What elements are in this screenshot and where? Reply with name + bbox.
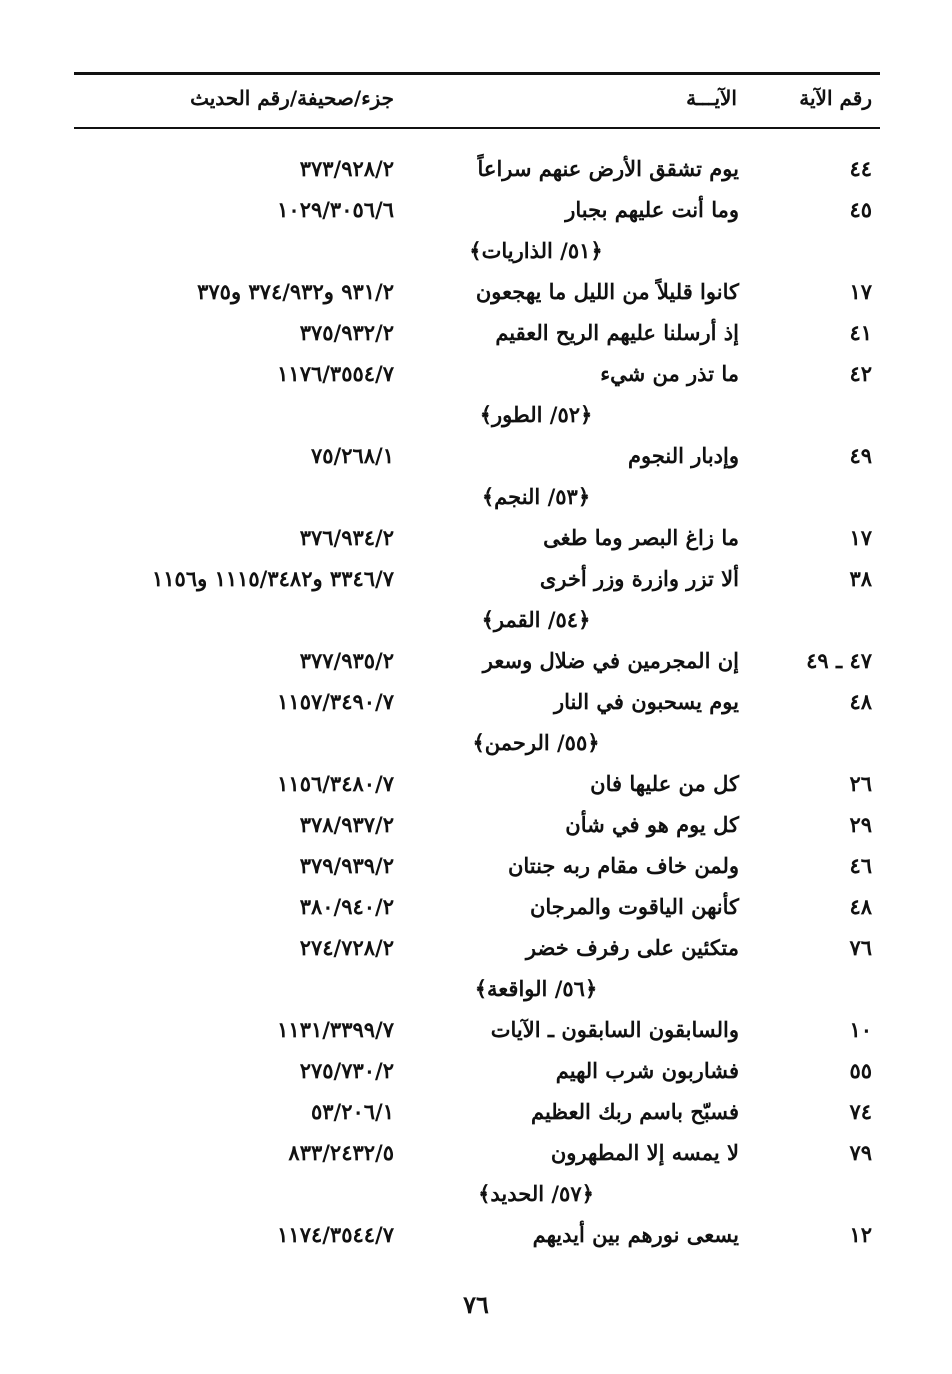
surah-title: ﴿٥٧/ الحديد﴾ bbox=[478, 1181, 594, 1206]
verse-text: وإدبار النجوم bbox=[628, 443, 739, 468]
table-row bbox=[0, 152, 952, 193]
index-table bbox=[0, 152, 952, 1259]
hadith-reference: ١١٧٤/٣٥٤٤/٧ bbox=[277, 1222, 394, 1247]
verse-text: فشاربون شرب الهيم bbox=[555, 1058, 739, 1083]
hadith-reference: ١١٣١/٣٣٩٩/٧ bbox=[277, 1017, 394, 1042]
hadith-reference: ٣٧٨/٩٣٧/٢ bbox=[299, 812, 394, 837]
verse-text: والسابقون السابقون ـ الآيات bbox=[490, 1017, 739, 1042]
hadith-reference: ٧٥/٢٦٨/١ bbox=[310, 443, 394, 468]
top-rule bbox=[74, 72, 880, 75]
verse-text: فسبّح باسم ربك العظيم bbox=[530, 1099, 739, 1124]
hadith-reference: ٣٨٠/٩٤٠/٢ bbox=[299, 894, 394, 919]
hadith-reference: ٩٣١/٢ و٣٧٤/٩٣٢ و٣٧٥ bbox=[197, 279, 394, 304]
verse-number: ٤٥ bbox=[849, 197, 872, 222]
hadith-reference: ٢٧٥/٧٣٠/٢ bbox=[299, 1058, 394, 1083]
table-row bbox=[0, 357, 952, 398]
verse-text: إن المجرمين في ضلال وسعر bbox=[482, 648, 739, 673]
verse-number: ٧٩ bbox=[849, 1140, 872, 1165]
verse-text: ما زاغ البصر وما طغى bbox=[543, 525, 739, 550]
header-reference: جزء/صحيفة/رقم الحديث bbox=[190, 86, 394, 110]
table-row bbox=[0, 767, 952, 808]
verse-number: ٢٩ bbox=[849, 812, 872, 837]
verse-text: ولمن خاف مقام ربه جنتان bbox=[507, 853, 739, 878]
table-row bbox=[0, 275, 952, 316]
verse-number: ٥٥ bbox=[849, 1058, 872, 1083]
surah-title: ﴿٥٤/ القمر﴾ bbox=[481, 607, 591, 632]
surah-heading bbox=[0, 603, 952, 644]
verse-number: ٤٩ bbox=[849, 443, 872, 468]
table-row bbox=[0, 685, 952, 726]
verse-number: ١٠ bbox=[849, 1017, 872, 1042]
hadith-reference: ٣٧٦/٩٣٤/٢ bbox=[299, 525, 394, 550]
surah-heading bbox=[0, 726, 952, 767]
verse-number: ٤٧ ـ ٤٩ bbox=[806, 648, 872, 673]
verse-text: ألا تزر وازرة وزر أخرى bbox=[539, 566, 739, 591]
verse-text: ما تذر من شيء bbox=[600, 361, 739, 386]
verse-number: ١٧ bbox=[849, 525, 872, 550]
surah-heading bbox=[0, 234, 952, 275]
table-row bbox=[0, 316, 952, 357]
verse-text: كأنهن الياقوت والمرجان bbox=[529, 894, 739, 919]
hadith-reference: ١١٥٧/٣٤٩٠/٧ bbox=[277, 689, 394, 714]
verse-text: يسعى نورهم بين أيديهم bbox=[532, 1222, 739, 1247]
table-row bbox=[0, 1054, 952, 1095]
surah-title: ﴿٥٢/ الطور﴾ bbox=[479, 402, 593, 427]
surah-heading bbox=[0, 972, 952, 1013]
hadith-reference: ١٠٢٩/٣٠٥٦/٦ bbox=[277, 197, 394, 222]
table-row bbox=[0, 1013, 952, 1054]
hadith-reference: ٣٧٣/٩٢٨/٢ bbox=[299, 156, 394, 181]
surah-title: ﴿٥٣/ النجم﴾ bbox=[481, 484, 591, 509]
hadith-reference: ٣٧٥/٩٣٢/٢ bbox=[299, 320, 394, 345]
verse-number: ٧٤ bbox=[849, 1099, 872, 1124]
table-row bbox=[0, 644, 952, 685]
table-row bbox=[0, 562, 952, 603]
verse-text: لا يمسه إلا المطهرون bbox=[550, 1140, 739, 1165]
verse-number: ٤١ bbox=[849, 320, 872, 345]
surah-title: ﴿٥٥/ الرحمن﴾ bbox=[472, 730, 600, 755]
hadith-reference: ٣٣٤٦/٧ و١١١٥/٣٤٨٢ و١١٥٦ bbox=[151, 566, 394, 591]
header-verse: الآيـــة bbox=[686, 86, 737, 110]
verse-text: يوم يسحبون في النار bbox=[553, 689, 739, 714]
hadith-reference: ٣٧٩/٩٣٩/٢ bbox=[299, 853, 394, 878]
surah-heading bbox=[0, 398, 952, 439]
table-row bbox=[0, 931, 952, 972]
table-row bbox=[0, 1218, 952, 1259]
verse-number: ٤٨ bbox=[849, 894, 872, 919]
verse-text: إذ أرسلنا عليهم الريح العقيم bbox=[495, 320, 739, 345]
surah-heading bbox=[0, 480, 952, 521]
table-row bbox=[0, 1136, 952, 1177]
verse-number: ١٢ bbox=[849, 1222, 872, 1247]
verse-text: كانوا قليلاً من الليل ما يهجعون bbox=[475, 279, 739, 304]
surah-heading bbox=[0, 1177, 952, 1218]
verse-number: ٤٢ bbox=[849, 361, 872, 386]
table-row bbox=[0, 521, 952, 562]
verse-number: ٤٨ bbox=[849, 689, 872, 714]
verse-number: ١٧ bbox=[849, 279, 872, 304]
verse-number: ٧٦ bbox=[849, 935, 872, 960]
hadith-reference: ١١٥٦/٣٤٨٠/٧ bbox=[277, 771, 394, 796]
verse-number: ٢٦ bbox=[849, 771, 872, 796]
verse-text: يوم تشقق الأرض عنهم سراعاً bbox=[477, 156, 739, 181]
verse-number: ٤٤ bbox=[849, 156, 872, 181]
surah-title: ﴿٥١/ الذاريات﴾ bbox=[469, 238, 603, 263]
hadith-reference: ٥٣/٢٠٦/١ bbox=[310, 1099, 394, 1124]
hadith-reference: ٣٧٧/٩٣٥/٢ bbox=[299, 648, 394, 673]
table-row bbox=[0, 890, 952, 931]
page-number: ٧٦ bbox=[463, 1290, 489, 1319]
hadith-reference: ١١٧٦/٣٥٥٤/٧ bbox=[277, 361, 394, 386]
verse-text: كل يوم هو في شأن bbox=[565, 812, 739, 837]
hadith-reference: ٢٧٤/٧٢٨/٢ bbox=[299, 935, 394, 960]
verse-text: وما أنت عليهم بجبار bbox=[565, 197, 739, 222]
hadith-reference: ٨٣٣/٢٤٣٢/٥ bbox=[288, 1140, 394, 1165]
verse-text: متكئين على رفرف خضر bbox=[525, 935, 739, 960]
table-row bbox=[0, 439, 952, 480]
table-row bbox=[0, 808, 952, 849]
verse-text: كل من عليها فان bbox=[590, 771, 739, 796]
verse-number: ٤٦ bbox=[849, 853, 872, 878]
table-row bbox=[0, 193, 952, 234]
table-row bbox=[0, 849, 952, 890]
header-verse-number: رقم الآية bbox=[799, 86, 872, 110]
verse-number: ٣٨ bbox=[849, 566, 872, 591]
header-rule bbox=[74, 127, 880, 129]
table-row bbox=[0, 1095, 952, 1136]
surah-title: ﴿٥٦/ الواقعة﴾ bbox=[474, 976, 598, 1001]
